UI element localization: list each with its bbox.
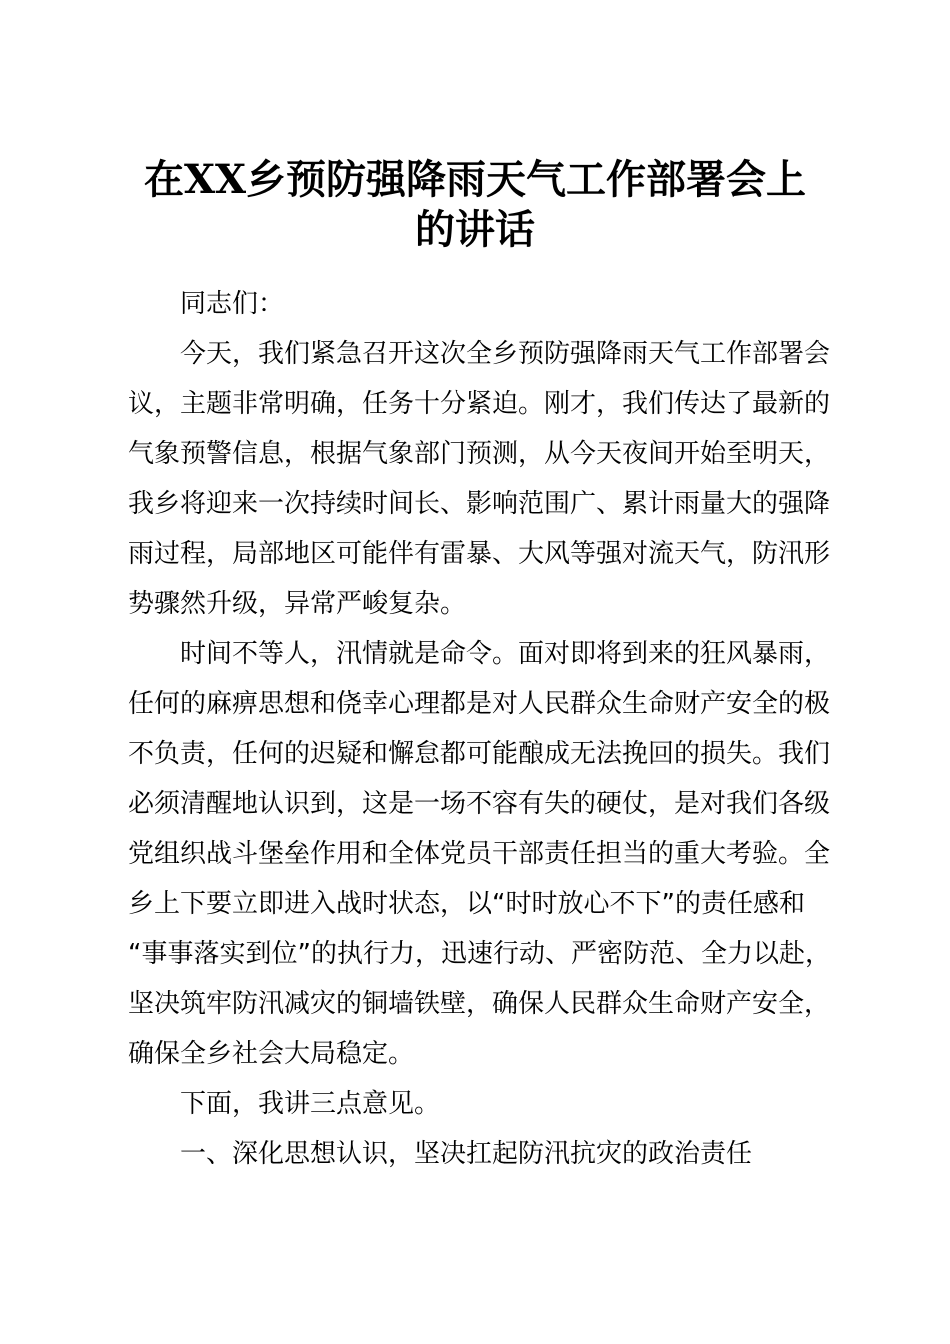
document-body — [128, 279, 868, 1179]
paragraph-line: 气象预警信息，根据气象部门预测，从今天夜间开始至明天， — [128, 439, 831, 469]
paragraph-line: “事事落实到位”的执行力，迅速行动、严密防范、全力以赴， — [128, 939, 831, 969]
paragraph-2 — [128, 629, 868, 1079]
salutation: 同志们： — [180, 289, 285, 319]
paragraph-line: 必须清醒地认识到，这是一场不容有失的硬仗，是对我们各级 — [128, 789, 831, 819]
paragraph-line: 党组织战斗堡垒作用和全体党员干部责任担当的重大考验。全 — [128, 839, 831, 869]
intro-points: 下面，我讲三点意见。 — [180, 1089, 441, 1119]
document-title — [0, 155, 950, 255]
paragraph-line: 确保全乡社会大局稳定。 — [128, 1039, 415, 1069]
section-heading: 一、深化思想认识，坚决扛起防汛抗灾的政治责任 — [180, 1139, 753, 1169]
paragraph-1 — [128, 329, 868, 629]
paragraph-line: 时间不等人，汛情就是命令。面对即将到来的狂风暴雨， — [180, 639, 831, 669]
paragraph-line: 我乡将迎来一次持续时间长、影响范围广、累计雨量大的强降 — [128, 489, 831, 519]
paragraph-line: 乡上下要立即进入战时状态，以“时时放心不下”的责任感和 — [128, 889, 805, 919]
paragraph-line: 今天，我们紧急召开这次全乡预防强降雨天气工作部署会 — [180, 339, 831, 369]
paragraph-line: 坚决筑牢防汛减灾的铜墙铁壁，确保人民群众生命财产安全， — [128, 989, 831, 1019]
title-line-2: 的讲话 — [415, 206, 535, 253]
paragraph-line: 任何的麻痹思想和侥幸心理都是对人民群众生命财产安全的极 — [128, 689, 831, 719]
paragraph-line: 不负责，任何的迟疑和懈怠都可能酿成无法挽回的损失。我们 — [128, 739, 831, 769]
paragraph-line: 议，主题非常明确，任务十分紧迫。刚才，我们传达了最新的 — [128, 389, 831, 419]
title-line-1: 在XX乡预防强降雨天气工作部署会上 — [143, 156, 807, 203]
paragraph-line: 雨过程，局部地区可能伴有雷暴、大风等强对流天气，防汛形 — [128, 539, 831, 569]
paragraph-line: 势骤然升级，异常严峻复杂。 — [128, 589, 467, 619]
